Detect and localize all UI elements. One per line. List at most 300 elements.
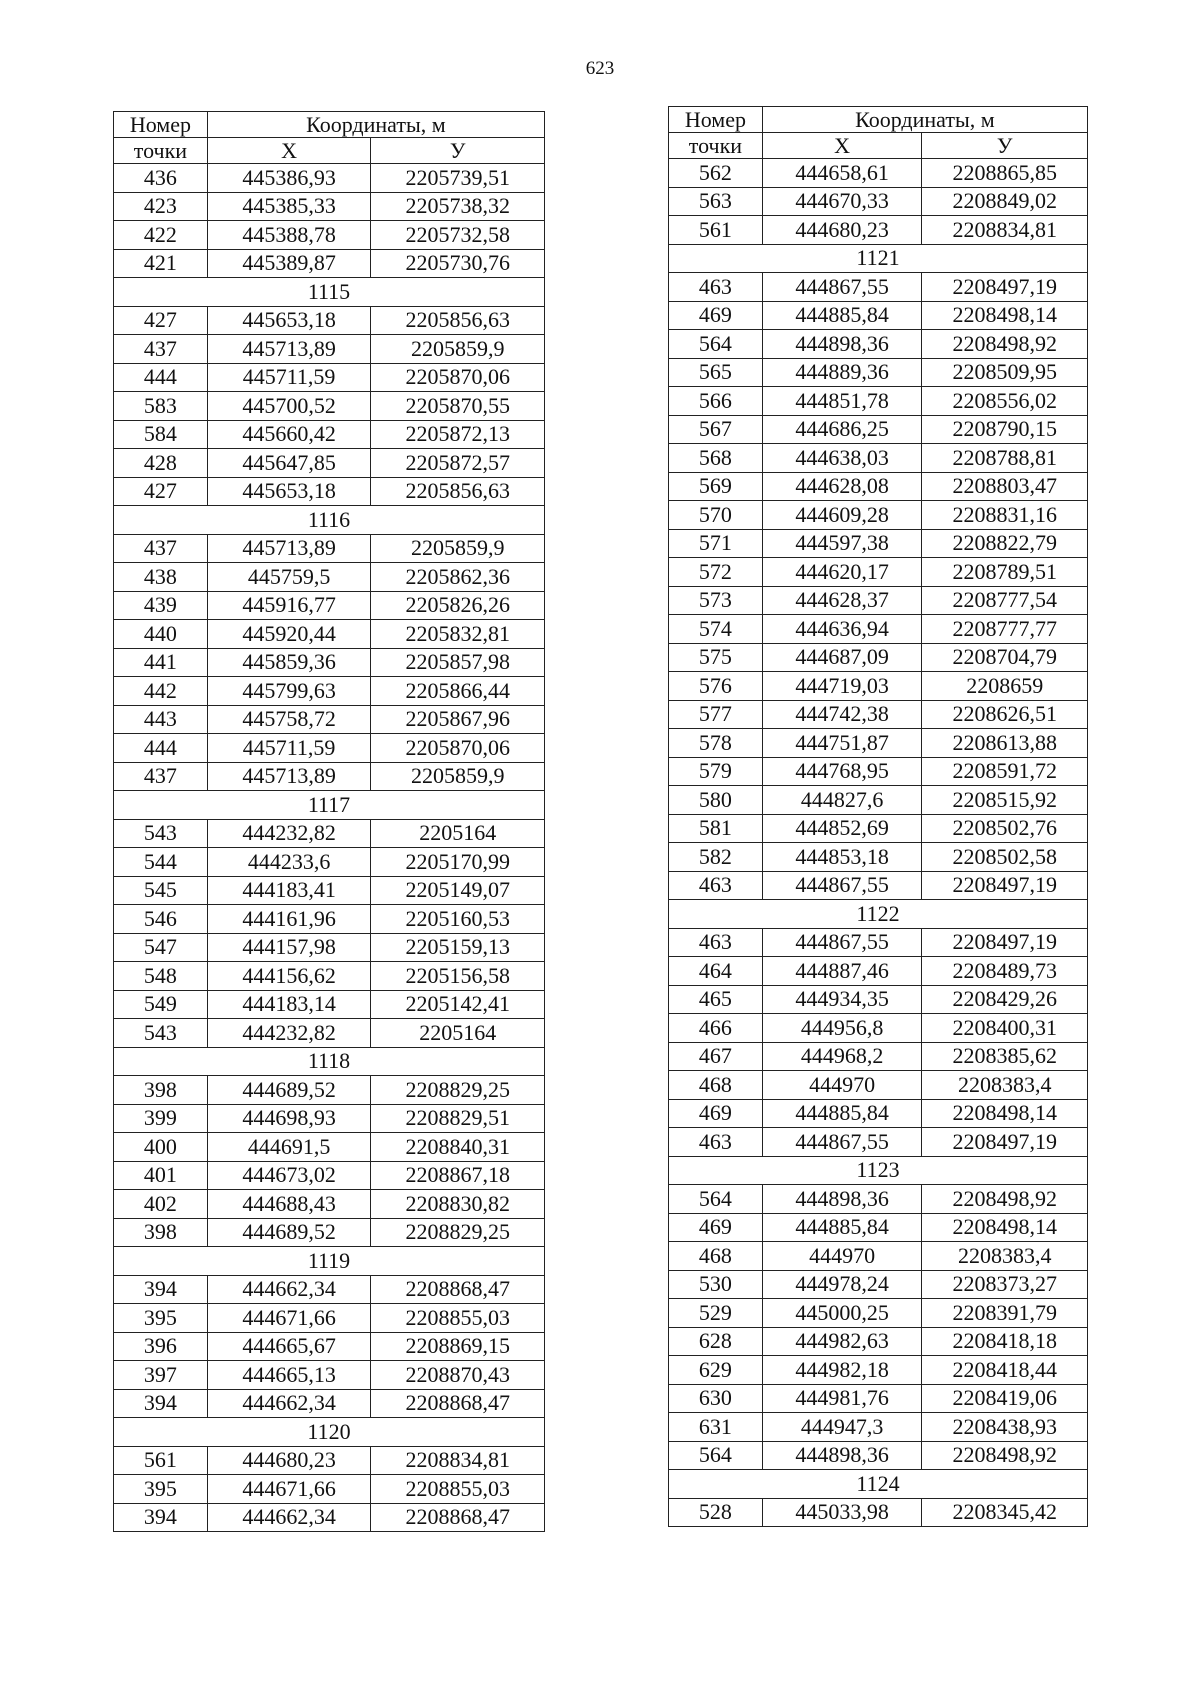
table-row xyxy=(114,164,545,193)
y-coordinate-cell: 2208438,93 xyxy=(922,1413,1088,1442)
x-coordinate-cell: 444934,35 xyxy=(762,985,922,1014)
table-row xyxy=(669,1014,1088,1043)
x-coordinate-cell: 444157,98 xyxy=(207,933,371,962)
point-number-cell: 563 xyxy=(669,187,763,216)
table-row xyxy=(669,415,1088,444)
point-number-cell: 583 xyxy=(114,392,208,421)
y-coordinate-cell: 2208865,85 xyxy=(922,159,1088,188)
y-coordinate-cell: 2205856,63 xyxy=(371,477,545,506)
x-coordinate-cell: 445660,42 xyxy=(207,420,371,449)
x-coordinate-cell: 444671,66 xyxy=(207,1475,371,1504)
x-coordinate-cell: 445386,93 xyxy=(207,164,371,193)
header-point-number-line2: точки xyxy=(114,138,208,164)
x-coordinate-cell: 444889,36 xyxy=(762,358,922,387)
table-row xyxy=(669,871,1088,900)
y-coordinate-cell: 2205867,96 xyxy=(371,705,545,734)
x-coordinate-cell: 444898,36 xyxy=(762,1441,922,1470)
group-number: 1118 xyxy=(114,1047,545,1076)
y-coordinate-cell: 2208497,19 xyxy=(922,1128,1088,1157)
x-coordinate-cell: 445713,89 xyxy=(207,534,371,563)
table-row xyxy=(669,529,1088,558)
x-coordinate-cell: 445388,78 xyxy=(207,221,371,250)
x-coordinate-cell: 444968,2 xyxy=(762,1042,922,1071)
point-number-cell: 631 xyxy=(669,1413,763,1442)
x-coordinate-cell: 444662,34 xyxy=(207,1503,371,1532)
table-row xyxy=(114,1076,545,1105)
table-row xyxy=(669,672,1088,701)
point-number-cell: 574 xyxy=(669,615,763,644)
x-coordinate-cell: 445653,18 xyxy=(207,477,371,506)
x-coordinate-cell: 444161,96 xyxy=(207,905,371,934)
table-row xyxy=(114,848,545,877)
x-coordinate-cell: 444898,36 xyxy=(762,330,922,359)
y-coordinate-cell: 2208868,47 xyxy=(371,1389,545,1418)
x-coordinate-cell: 444885,84 xyxy=(762,1213,922,1242)
y-coordinate-cell: 2208831,16 xyxy=(922,501,1088,530)
point-number-cell: 463 xyxy=(669,928,763,957)
point-number-cell: 629 xyxy=(669,1356,763,1385)
point-number-cell: 394 xyxy=(114,1275,208,1304)
point-number-cell: 436 xyxy=(114,164,208,193)
y-coordinate-cell: 2208777,54 xyxy=(922,586,1088,615)
table-row xyxy=(669,1441,1088,1470)
point-number-cell: 427 xyxy=(114,306,208,335)
x-coordinate-cell: 445758,72 xyxy=(207,705,371,734)
y-coordinate-cell: 2205164 xyxy=(371,1019,545,1048)
point-number-cell: 423 xyxy=(114,192,208,221)
y-coordinate-cell: 2208509,95 xyxy=(922,358,1088,387)
point-number-cell: 421 xyxy=(114,249,208,278)
point-number-cell: 428 xyxy=(114,449,208,478)
x-coordinate-cell: 444853,18 xyxy=(762,843,922,872)
point-number-cell: 469 xyxy=(669,1099,763,1128)
point-number-cell: 465 xyxy=(669,985,763,1014)
table-row xyxy=(114,1475,545,1504)
point-number-cell: 468 xyxy=(669,1071,763,1100)
y-coordinate-cell: 2208400,31 xyxy=(922,1014,1088,1043)
group-header-row xyxy=(114,791,545,820)
x-coordinate-cell: 444665,13 xyxy=(207,1361,371,1390)
table-row xyxy=(114,933,545,962)
header-x: X xyxy=(762,133,922,159)
x-coordinate-cell: 444887,46 xyxy=(762,957,922,986)
group-header-row xyxy=(669,900,1088,929)
group-header-row xyxy=(669,244,1088,273)
point-number-cell: 548 xyxy=(114,962,208,991)
table-row xyxy=(669,928,1088,957)
y-coordinate-cell: 2208418,44 xyxy=(922,1356,1088,1385)
table-row xyxy=(114,363,545,392)
point-number-cell: 544 xyxy=(114,848,208,877)
x-coordinate-cell: 444689,52 xyxy=(207,1076,371,1105)
table-row xyxy=(114,1275,545,1304)
x-coordinate-cell: 444671,66 xyxy=(207,1304,371,1333)
point-number-cell: 463 xyxy=(669,1128,763,1157)
table-row xyxy=(114,962,545,991)
table-row xyxy=(669,1270,1088,1299)
y-coordinate-cell: 2205160,53 xyxy=(371,905,545,934)
point-number-cell: 577 xyxy=(669,700,763,729)
y-coordinate-cell: 2205832,81 xyxy=(371,620,545,649)
table-row xyxy=(669,1498,1088,1527)
y-coordinate-cell: 2208497,19 xyxy=(922,273,1088,302)
point-number-cell: 427 xyxy=(114,477,208,506)
y-coordinate-cell: 2205156,58 xyxy=(371,962,545,991)
table-row xyxy=(114,677,545,706)
table-row xyxy=(669,558,1088,587)
x-coordinate-cell: 444597,38 xyxy=(762,529,922,558)
point-number-cell: 397 xyxy=(114,1361,208,1390)
point-number-cell: 441 xyxy=(114,648,208,677)
point-number-cell: 394 xyxy=(114,1503,208,1532)
y-coordinate-cell: 2208345,42 xyxy=(922,1498,1088,1527)
y-coordinate-cell: 2205732,58 xyxy=(371,221,545,250)
y-coordinate-cell: 2208777,77 xyxy=(922,615,1088,644)
x-coordinate-cell: 444698,93 xyxy=(207,1104,371,1133)
group-header-row xyxy=(669,1156,1088,1185)
table-row xyxy=(114,1104,545,1133)
point-number-cell: 438 xyxy=(114,563,208,592)
table-row xyxy=(669,444,1088,473)
table-row xyxy=(669,273,1088,302)
y-coordinate-cell: 2208391,79 xyxy=(922,1299,1088,1328)
table-row xyxy=(114,306,545,335)
point-number-cell: 630 xyxy=(669,1384,763,1413)
point-number-cell: 561 xyxy=(114,1446,208,1475)
group-header-row xyxy=(114,1047,545,1076)
table-row xyxy=(669,814,1088,843)
table-row xyxy=(114,1133,545,1162)
point-number-cell: 564 xyxy=(669,330,763,359)
y-coordinate-cell: 2205870,55 xyxy=(371,392,545,421)
x-coordinate-cell: 444658,61 xyxy=(762,159,922,188)
table-row xyxy=(114,1503,545,1532)
table-row xyxy=(669,1299,1088,1328)
y-coordinate-cell: 2205170,99 xyxy=(371,848,545,877)
y-coordinate-cell: 2208502,58 xyxy=(922,843,1088,872)
point-number-cell: 469 xyxy=(669,1213,763,1242)
table-row xyxy=(114,620,545,649)
y-coordinate-cell: 2208855,03 xyxy=(371,1304,545,1333)
point-number-cell: 398 xyxy=(114,1076,208,1105)
y-coordinate-cell: 2205872,13 xyxy=(371,420,545,449)
point-number-cell: 396 xyxy=(114,1332,208,1361)
point-number-cell: 576 xyxy=(669,672,763,701)
x-coordinate-cell: 445385,33 xyxy=(207,192,371,221)
y-coordinate-cell: 2205859,9 xyxy=(371,762,545,791)
table-row xyxy=(669,1327,1088,1356)
x-coordinate-cell: 444691,5 xyxy=(207,1133,371,1162)
x-coordinate-cell: 444982,63 xyxy=(762,1327,922,1356)
group-number: 1117 xyxy=(114,791,545,820)
y-coordinate-cell: 2205872,57 xyxy=(371,449,545,478)
x-coordinate-cell: 444970 xyxy=(762,1071,922,1100)
point-number-cell: 580 xyxy=(669,786,763,815)
point-number-cell: 422 xyxy=(114,221,208,250)
y-coordinate-cell: 2205738,32 xyxy=(371,192,545,221)
y-coordinate-cell: 2208788,81 xyxy=(922,444,1088,473)
point-number-cell: 444 xyxy=(114,363,208,392)
coordinates-table-right xyxy=(668,106,1088,1527)
page-number: 623 xyxy=(585,58,615,79)
point-number-cell: 564 xyxy=(669,1185,763,1214)
table-row xyxy=(114,734,545,763)
header-y: У xyxy=(922,133,1088,159)
x-coordinate-cell: 444609,28 xyxy=(762,501,922,530)
table-row xyxy=(114,534,545,563)
y-coordinate-cell: 2205859,9 xyxy=(371,534,545,563)
x-coordinate-cell: 444751,87 xyxy=(762,729,922,758)
group-number: 1124 xyxy=(669,1470,1088,1499)
point-number-cell: 463 xyxy=(669,871,763,900)
point-number-cell: 529 xyxy=(669,1299,763,1328)
y-coordinate-cell: 2208834,81 xyxy=(922,216,1088,245)
table-row xyxy=(114,819,545,848)
x-coordinate-cell: 444885,84 xyxy=(762,301,922,330)
x-coordinate-cell: 444628,37 xyxy=(762,586,922,615)
point-number-cell: 578 xyxy=(669,729,763,758)
y-coordinate-cell: 2205870,06 xyxy=(371,363,545,392)
y-coordinate-cell: 2208497,19 xyxy=(922,928,1088,957)
y-coordinate-cell: 2208556,02 xyxy=(922,387,1088,416)
header-coordinates: Координаты, м xyxy=(762,107,1087,133)
table-row xyxy=(669,1242,1088,1271)
point-number-cell: 584 xyxy=(114,420,208,449)
x-coordinate-cell: 444851,78 xyxy=(762,387,922,416)
x-coordinate-cell: 444719,03 xyxy=(762,672,922,701)
x-coordinate-cell: 445859,36 xyxy=(207,648,371,677)
group-number: 1123 xyxy=(669,1156,1088,1185)
table-row xyxy=(669,330,1088,359)
x-coordinate-cell: 444742,38 xyxy=(762,700,922,729)
x-coordinate-cell: 445711,59 xyxy=(207,363,371,392)
x-coordinate-cell: 445000,25 xyxy=(762,1299,922,1328)
point-number-cell: 442 xyxy=(114,677,208,706)
coordinates-table-left xyxy=(113,111,545,1532)
table-row xyxy=(669,615,1088,644)
table-row xyxy=(669,1413,1088,1442)
table-row xyxy=(114,1332,545,1361)
table-row xyxy=(669,472,1088,501)
y-coordinate-cell: 2208373,27 xyxy=(922,1270,1088,1299)
table-row xyxy=(114,705,545,734)
table-row xyxy=(669,387,1088,416)
y-coordinate-cell: 2208829,51 xyxy=(371,1104,545,1133)
group-header-row xyxy=(114,1418,545,1447)
point-number-cell: 571 xyxy=(669,529,763,558)
y-coordinate-cell: 2205730,76 xyxy=(371,249,545,278)
point-number-cell: 628 xyxy=(669,1327,763,1356)
x-coordinate-cell: 444867,55 xyxy=(762,871,922,900)
y-coordinate-cell: 2208789,51 xyxy=(922,558,1088,587)
group-number: 1121 xyxy=(669,244,1088,273)
y-coordinate-cell: 2208849,02 xyxy=(922,187,1088,216)
header-point-number-line2: точки xyxy=(669,133,763,159)
y-coordinate-cell: 2208498,92 xyxy=(922,330,1088,359)
x-coordinate-cell: 445920,44 xyxy=(207,620,371,649)
y-coordinate-cell: 2208502,76 xyxy=(922,814,1088,843)
table-row xyxy=(114,1389,545,1418)
table-row xyxy=(669,1185,1088,1214)
x-coordinate-cell: 444981,76 xyxy=(762,1384,922,1413)
x-coordinate-cell: 445713,89 xyxy=(207,335,371,364)
x-coordinate-cell: 444233,6 xyxy=(207,848,371,877)
x-coordinate-cell: 444885,84 xyxy=(762,1099,922,1128)
table-row xyxy=(114,762,545,791)
table-row xyxy=(669,729,1088,758)
table-row xyxy=(669,843,1088,872)
x-coordinate-cell: 444670,33 xyxy=(762,187,922,216)
y-coordinate-cell: 2205859,9 xyxy=(371,335,545,364)
table-row xyxy=(669,501,1088,530)
x-coordinate-cell: 444970 xyxy=(762,1242,922,1271)
point-number-cell: 543 xyxy=(114,819,208,848)
x-coordinate-cell: 444687,09 xyxy=(762,643,922,672)
y-coordinate-cell: 2208867,18 xyxy=(371,1161,545,1190)
table-row xyxy=(114,905,545,934)
y-coordinate-cell: 2208870,43 xyxy=(371,1361,545,1390)
point-number-cell: 469 xyxy=(669,301,763,330)
y-coordinate-cell: 2208498,14 xyxy=(922,1213,1088,1242)
table-row xyxy=(114,648,545,677)
table-row xyxy=(669,1099,1088,1128)
point-number-cell: 543 xyxy=(114,1019,208,1048)
header-row-bottom xyxy=(669,133,1088,159)
header-point-number-line1: Номер xyxy=(114,112,208,138)
header-point-number-line1: Номер xyxy=(669,107,763,133)
y-coordinate-cell: 2208591,72 xyxy=(922,757,1088,786)
y-coordinate-cell: 2208498,92 xyxy=(922,1185,1088,1214)
table-row xyxy=(669,1071,1088,1100)
y-coordinate-cell: 2205739,51 xyxy=(371,164,545,193)
table-row xyxy=(114,477,545,506)
point-number-cell: 468 xyxy=(669,1242,763,1271)
point-number-cell: 568 xyxy=(669,444,763,473)
table-row xyxy=(114,221,545,250)
x-coordinate-cell: 444978,24 xyxy=(762,1270,922,1299)
x-coordinate-cell: 445759,5 xyxy=(207,563,371,592)
point-number-cell: 439 xyxy=(114,591,208,620)
point-number-cell: 561 xyxy=(669,216,763,245)
header-row-top xyxy=(669,107,1088,133)
point-number-cell: 545 xyxy=(114,876,208,905)
point-number-cell: 579 xyxy=(669,757,763,786)
header-x: X xyxy=(207,138,371,164)
point-number-cell: 466 xyxy=(669,1014,763,1043)
y-coordinate-cell: 2208429,26 xyxy=(922,985,1088,1014)
point-number-cell: 463 xyxy=(669,273,763,302)
y-coordinate-cell: 2205856,63 xyxy=(371,306,545,335)
x-coordinate-cell: 444665,67 xyxy=(207,1332,371,1361)
table-row xyxy=(669,586,1088,615)
y-coordinate-cell: 2208498,14 xyxy=(922,301,1088,330)
y-coordinate-cell: 2208790,15 xyxy=(922,415,1088,444)
x-coordinate-cell: 444680,23 xyxy=(207,1446,371,1475)
point-number-cell: 530 xyxy=(669,1270,763,1299)
table-row xyxy=(669,757,1088,786)
x-coordinate-cell: 444183,14 xyxy=(207,990,371,1019)
point-number-cell: 437 xyxy=(114,335,208,364)
point-number-cell: 573 xyxy=(669,586,763,615)
table-row xyxy=(669,700,1088,729)
y-coordinate-cell: 2208704,79 xyxy=(922,643,1088,672)
point-number-cell: 401 xyxy=(114,1161,208,1190)
x-coordinate-cell: 445653,18 xyxy=(207,306,371,335)
x-coordinate-cell: 444183,41 xyxy=(207,876,371,905)
table-row xyxy=(114,249,545,278)
x-coordinate-cell: 444867,55 xyxy=(762,273,922,302)
y-coordinate-cell: 2208385,62 xyxy=(922,1042,1088,1071)
group-number: 1115 xyxy=(114,278,545,307)
y-coordinate-cell: 2208834,81 xyxy=(371,1446,545,1475)
x-coordinate-cell: 445700,52 xyxy=(207,392,371,421)
header-coordinates: Координаты, м xyxy=(207,112,544,138)
x-coordinate-cell: 444867,55 xyxy=(762,1128,922,1157)
table-row xyxy=(114,192,545,221)
point-number-cell: 564 xyxy=(669,1441,763,1470)
point-number-cell: 565 xyxy=(669,358,763,387)
table-row xyxy=(669,358,1088,387)
point-number-cell: 400 xyxy=(114,1133,208,1162)
table-row xyxy=(114,563,545,592)
y-coordinate-cell: 2205142,41 xyxy=(371,990,545,1019)
y-coordinate-cell: 2208383,4 xyxy=(922,1071,1088,1100)
point-number-cell: 394 xyxy=(114,1389,208,1418)
table-body xyxy=(669,159,1088,1527)
x-coordinate-cell: 444628,08 xyxy=(762,472,922,501)
x-coordinate-cell: 444232,82 xyxy=(207,819,371,848)
y-coordinate-cell: 2208829,25 xyxy=(371,1218,545,1247)
point-number-cell: 399 xyxy=(114,1104,208,1133)
y-coordinate-cell: 2205164 xyxy=(371,819,545,848)
y-coordinate-cell: 2205870,06 xyxy=(371,734,545,763)
y-coordinate-cell: 2208489,73 xyxy=(922,957,1088,986)
point-number-cell: 547 xyxy=(114,933,208,962)
table-row xyxy=(114,335,545,364)
group-header-row xyxy=(669,1470,1088,1499)
x-coordinate-cell: 445389,87 xyxy=(207,249,371,278)
point-number-cell: 546 xyxy=(114,905,208,934)
point-number-cell: 395 xyxy=(114,1304,208,1333)
point-number-cell: 467 xyxy=(669,1042,763,1071)
x-coordinate-cell: 445033,98 xyxy=(762,1498,922,1527)
table-row xyxy=(114,1019,545,1048)
table-row xyxy=(669,957,1088,986)
point-number-cell: 444 xyxy=(114,734,208,763)
y-coordinate-cell: 2208803,47 xyxy=(922,472,1088,501)
x-coordinate-cell: 444768,95 xyxy=(762,757,922,786)
y-coordinate-cell: 2208855,03 xyxy=(371,1475,545,1504)
y-coordinate-cell: 2205826,26 xyxy=(371,591,545,620)
x-coordinate-cell: 445713,89 xyxy=(207,762,371,791)
y-coordinate-cell: 2208830,82 xyxy=(371,1190,545,1219)
x-coordinate-cell: 444867,55 xyxy=(762,928,922,957)
x-coordinate-cell: 444156,62 xyxy=(207,962,371,991)
y-coordinate-cell: 2205857,98 xyxy=(371,648,545,677)
point-number-cell: 562 xyxy=(669,159,763,188)
x-coordinate-cell: 444662,34 xyxy=(207,1389,371,1418)
y-coordinate-cell: 2208418,18 xyxy=(922,1327,1088,1356)
x-coordinate-cell: 445799,63 xyxy=(207,677,371,706)
table-row xyxy=(114,591,545,620)
y-coordinate-cell: 2208497,19 xyxy=(922,871,1088,900)
group-number: 1116 xyxy=(114,506,545,535)
point-number-cell: 437 xyxy=(114,534,208,563)
y-coordinate-cell: 2208498,92 xyxy=(922,1441,1088,1470)
x-coordinate-cell: 444620,17 xyxy=(762,558,922,587)
x-coordinate-cell: 444680,23 xyxy=(762,216,922,245)
table-row xyxy=(669,1128,1088,1157)
